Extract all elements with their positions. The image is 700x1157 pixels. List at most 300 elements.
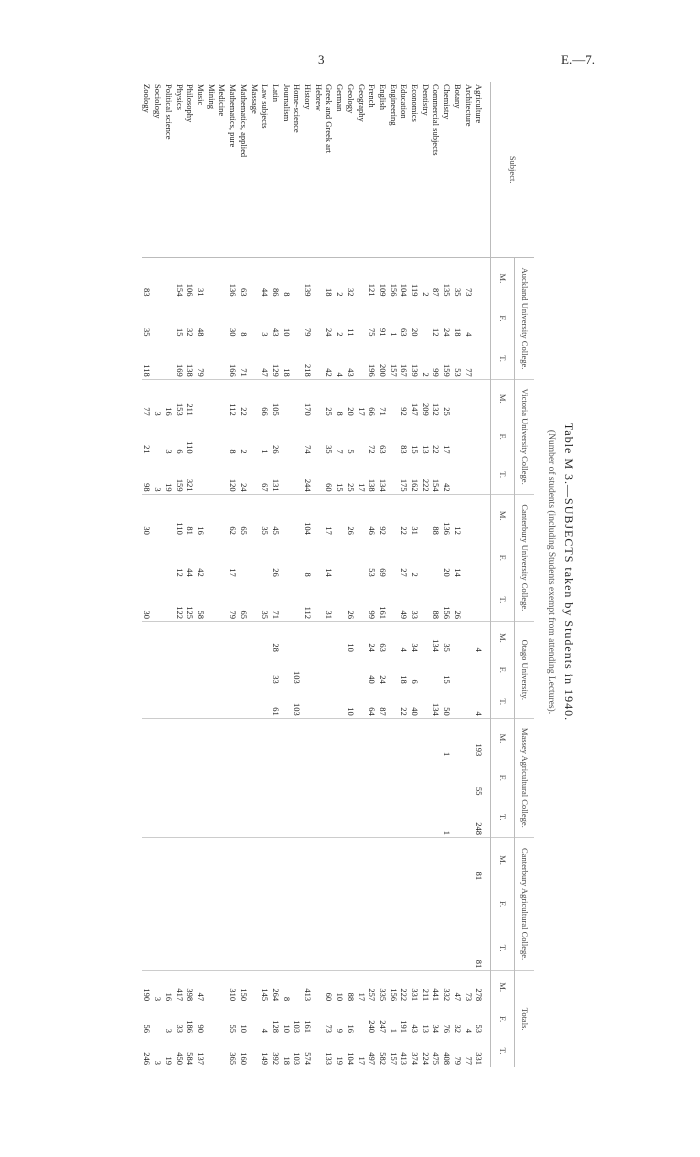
value-cell [174,718,185,758]
value-cell: 211 [185,379,196,418]
value-cell: 118 [142,364,153,377]
value-cell: 335 [377,971,388,1003]
value-cell [441,758,452,797]
value-cell: 475 [431,1052,442,1065]
value-cell: 88 [345,971,356,1003]
value-cell [153,258,164,299]
subject-cell: Geography [356,82,367,258]
value-cell: 574 [303,1052,314,1065]
value-cell [249,837,260,882]
value-cell [281,456,292,495]
value-cell [474,882,491,926]
subject-cell: Philosophy [185,82,196,258]
value-cell [249,882,260,926]
page-number: 3 [318,52,325,67]
value-cell: 18 [452,327,463,337]
value-cell [153,758,164,797]
table-subtitle: (Number of students (including Students exempt from attending Lectures). [546,429,556,715]
value-cell [270,926,281,971]
value-cell [185,718,196,758]
subject-cell: Education [399,82,410,258]
value-cell: 63 [238,258,249,299]
value-cell [452,882,463,926]
value-cell [195,882,206,926]
value-cell: 69 [377,568,388,577]
value-cell [195,718,206,758]
value-cell [302,797,313,837]
sex-column-header: F. [491,654,515,686]
value-cell: 134 [431,622,442,654]
value-cell [324,797,335,837]
value-cell: 8 [228,449,239,454]
value-cell [163,797,174,837]
value-cell [441,882,452,926]
sex-column-header: M. [491,718,515,758]
value-cell: 32 [185,327,196,337]
value-cell: 248 [474,822,485,835]
value-cell: 60 [324,483,335,492]
value-cell: 34 [409,622,420,654]
value-cell [334,758,345,797]
value-cell: 584 [185,1052,196,1065]
value-cell [217,537,228,579]
value-cell: 138 [185,363,196,377]
value-cell [292,338,303,379]
sex-column-header: F. [491,882,515,926]
value-cell [334,926,345,971]
value-cell [206,686,217,718]
value-cell [388,418,399,456]
value-cell [281,537,292,579]
value-cell [185,758,196,797]
value-cell: 138 [367,478,378,492]
value-cell: 44 [185,568,196,577]
value-cell [313,797,324,837]
value-cell [153,686,164,718]
value-cell [249,654,260,686]
value-cell [142,882,153,926]
value-cell [249,1003,260,1035]
value-cell: 20 [345,379,356,418]
sex-column-header: M. [491,258,515,299]
institution-header: Auckland University College. [515,258,535,379]
value-cell: 77 [463,368,474,377]
value-cell: 91 [377,327,388,337]
subject-cell: Architecture [463,82,474,258]
value-cell: 156 [442,606,453,619]
value-cell [260,718,271,758]
value-cell [431,654,442,686]
value-cell: 3 [163,449,174,454]
value-cell [153,718,164,758]
value-cell [356,654,367,686]
value-cell: 186 [185,1020,196,1033]
value-cell: 47 [260,368,271,377]
value-cell [206,622,217,654]
value-cell [206,338,217,379]
subject-cell: French [367,82,378,258]
value-cell: 55 [228,1024,239,1033]
value-cell: 153 [174,379,185,418]
value-cell: 109 [377,258,388,299]
value-cell: 190 [142,971,153,1003]
value-cell [227,926,238,971]
value-cell [399,758,410,797]
value-cell: 3 [163,1028,174,1033]
value-cell: 131 [270,478,281,492]
value-cell [217,971,228,1003]
value-cell: 71 [377,379,388,418]
value-cell [270,718,281,758]
value-cell: 169 [174,363,185,377]
value-cell: 77 [463,1056,474,1065]
value-cell [313,882,324,926]
value-cell [206,537,217,579]
table-row [313,82,324,1067]
value-cell [463,837,474,882]
value-cell: 135 [441,258,452,299]
value-cell [388,718,399,758]
value-cell [409,797,420,837]
value-cell [399,797,410,837]
value-cell [206,797,217,837]
table-row [227,82,238,1067]
value-cell: 103 [292,1020,303,1033]
table-row [474,82,491,1067]
value-cell [270,837,281,882]
value-cell: 17 [356,483,367,492]
value-cell: 156 [388,971,399,1003]
value-cell [249,298,260,338]
value-cell: 8 [281,971,292,1003]
table-row [206,82,217,1067]
value-cell [260,882,271,926]
value-cell: 32 [452,1024,463,1033]
value-cell [153,654,164,686]
value-cell [463,537,474,579]
value-cell [452,718,463,758]
value-cell: 104 [302,494,313,537]
value-cell [313,622,324,654]
value-cell [431,758,442,797]
value-cell [153,579,164,622]
value-cell: 1 [441,718,452,758]
value-cell [260,654,271,686]
value-cell [356,537,367,579]
table-row [302,82,313,1067]
value-cell [227,654,238,686]
value-cell [292,622,303,654]
value-cell: 120 [228,478,239,492]
value-cell [388,926,399,971]
value-cell [356,258,367,299]
value-cell: 10 [345,707,356,716]
value-cell [409,882,420,926]
value-cell: 71 [238,368,249,377]
value-cell [463,758,474,797]
value-cell: 30 [228,327,239,337]
value-cell: 19 [335,1056,346,1065]
value-cell: 110 [174,494,185,537]
subject-cell: Music [195,82,206,258]
value-cell [388,837,399,882]
value-cell: 441 [431,971,442,1003]
value-cell: 582 [377,1052,388,1065]
value-cell: 4 [463,332,474,337]
value-cell [163,837,174,882]
value-cell [206,258,217,299]
value-cell [292,926,303,971]
value-cell: 413 [302,971,313,1003]
value-cell [206,579,217,622]
value-cell [249,258,260,299]
value-cell [313,298,324,338]
value-cell: 191 [399,1020,410,1033]
sex-column-header: F. [491,537,515,579]
value-cell: 257 [367,971,378,1003]
value-cell: 331 [409,971,420,1003]
value-cell: 154 [174,258,185,299]
value-cell: 103 [292,671,303,684]
value-cell: 112 [303,606,314,619]
value-cell [238,537,249,579]
value-cell [217,718,228,758]
value-cell: 88 [431,494,442,537]
table-row [249,82,260,1067]
value-cell [463,926,474,971]
value-cell [238,882,249,926]
value-cell [217,338,228,379]
value-cell [388,579,399,622]
value-cell [217,494,228,537]
value-cell: 34 [431,1024,442,1033]
value-cell [217,686,228,718]
value-cell [217,882,228,926]
value-cell [153,537,164,579]
value-cell [217,298,228,338]
value-cell [420,537,431,579]
value-cell: 17 [442,445,453,454]
value-cell [206,718,217,758]
value-cell [388,686,399,718]
value-cell: 4 [474,711,485,716]
subject-cell: Economics [409,82,420,258]
value-cell: 43 [410,1024,421,1033]
value-cell: 44 [260,258,271,299]
value-cell [356,622,367,654]
value-cell [227,686,238,718]
value-cell [302,718,313,758]
value-cell [174,686,185,718]
value-cell [302,926,313,971]
value-cell [474,298,491,338]
value-cell [206,1035,217,1067]
value-cell [388,494,399,537]
value-cell: 247 [377,1020,388,1033]
value-cell [367,797,378,837]
value-cell [227,882,238,926]
value-cell: 170 [302,379,313,418]
value-cell [217,579,228,622]
value-cell: 8 [334,379,345,418]
value-cell [249,379,260,418]
value-cell: 1 [388,332,399,337]
subject-cell: Mathematics, applied [238,82,249,258]
value-cell [388,379,399,418]
value-cell: 104 [345,1052,356,1065]
value-cell [474,654,491,686]
value-cell: 26 [345,494,356,537]
value-cell: 4 [399,622,410,654]
value-cell: 40 [367,675,378,684]
value-cell [185,622,196,654]
value-cell [324,654,335,686]
value-cell: 4 [260,1028,271,1033]
value-cell [431,926,442,971]
value-cell [388,882,399,926]
value-cell [292,537,303,579]
value-cell [227,797,238,837]
subject-cell: Mathematics, pure [227,82,238,258]
sex-column-header: F. [491,298,515,338]
value-cell: 13 [420,1024,431,1033]
table-row [463,82,474,1067]
value-cell [281,758,292,797]
value-cell: 63 [399,327,410,337]
value-cell: 74 [303,445,314,454]
value-cell: 67 [260,483,271,492]
value-cell [334,718,345,758]
value-cell [163,622,174,654]
value-cell: 87 [377,707,388,716]
subject-cell: Chemistry [441,82,452,258]
subject-cell: Geology [345,82,356,258]
value-cell [227,718,238,758]
value-cell: 25 [345,483,356,492]
value-cell [206,758,217,797]
value-cell [302,622,313,654]
value-cell [313,971,324,1003]
value-cell: 47 [452,971,463,1003]
value-cell [185,797,196,837]
value-cell [292,456,303,495]
value-cell [163,298,174,338]
value-cell [238,758,249,797]
value-cell: 2 [334,258,345,299]
value-cell [302,758,313,797]
institution-header: Canterbury Agricultural College. [515,837,535,970]
value-cell [206,654,217,686]
subject-cell: Agriculture [474,82,491,258]
value-cell: 160 [238,1052,249,1065]
table-row [270,82,281,1067]
value-cell: 193 [474,718,491,758]
value-cell: 154 [431,478,442,492]
value-cell [195,379,206,418]
subject-cell: Political science [163,82,174,258]
value-cell [463,797,474,837]
value-cell [249,622,260,654]
value-cell: 2 [238,449,249,454]
value-cell: 10 [334,971,345,1003]
value-cell [292,579,303,622]
value-cell: 24 [377,675,388,684]
value-cell: 5 [345,449,356,454]
table-row [260,82,271,1067]
value-cell: 30 [142,610,153,619]
value-cell: 3 [153,379,164,418]
value-cell [431,718,442,758]
value-cell [206,971,217,1003]
value-cell [195,654,206,686]
value-cell [324,622,335,654]
value-cell: 1 [260,449,271,454]
value-cell [153,298,164,338]
value-cell [367,718,378,758]
value-cell [420,758,431,797]
value-cell: 4 [474,622,491,654]
value-cell: 3 [153,971,164,1003]
value-cell [292,718,303,758]
table-row [217,82,228,1067]
value-cell: 222 [420,478,431,492]
value-cell [163,579,174,622]
value-cell [249,537,260,579]
sex-column-header: T. [491,1035,515,1067]
value-cell: 3 [153,1060,164,1065]
table-row [356,82,367,1067]
value-cell [281,837,292,882]
subject-cell: Dentistry [420,82,431,258]
subject-cell: English [377,82,388,258]
value-cell: 49 [399,610,410,619]
value-cell [249,338,260,379]
value-cell [163,537,174,579]
value-cell [281,622,292,654]
subject-cell: History [302,82,313,258]
institution-header: Otago University. [515,622,535,719]
value-cell [292,882,303,926]
value-cell: 139 [410,363,421,377]
value-cell [163,882,174,926]
value-cell [377,926,388,971]
value-cell: 121 [367,258,378,299]
value-cell [238,718,249,758]
value-cell [324,686,335,718]
value-cell: 2 [420,372,431,377]
value-cell [463,456,474,495]
value-cell [356,758,367,797]
value-cell: 413 [399,1052,410,1065]
value-cell [163,654,174,686]
value-cell [431,537,442,579]
value-cell: 16 [345,1024,356,1033]
value-cell [292,494,303,537]
value-cell: 17 [356,1056,367,1065]
value-cell [302,654,313,686]
value-cell [163,758,174,797]
value-cell: 83 [142,258,153,299]
value-cell: 392 [270,1052,281,1065]
value-cell: 26 [270,568,281,577]
value-cell [388,456,399,495]
value-cell: 224 [420,1052,431,1065]
sex-column-header: M. [491,622,515,654]
value-cell [249,1035,260,1067]
value-cell: 66 [260,379,271,418]
table-row [409,82,420,1067]
value-cell [313,258,324,299]
